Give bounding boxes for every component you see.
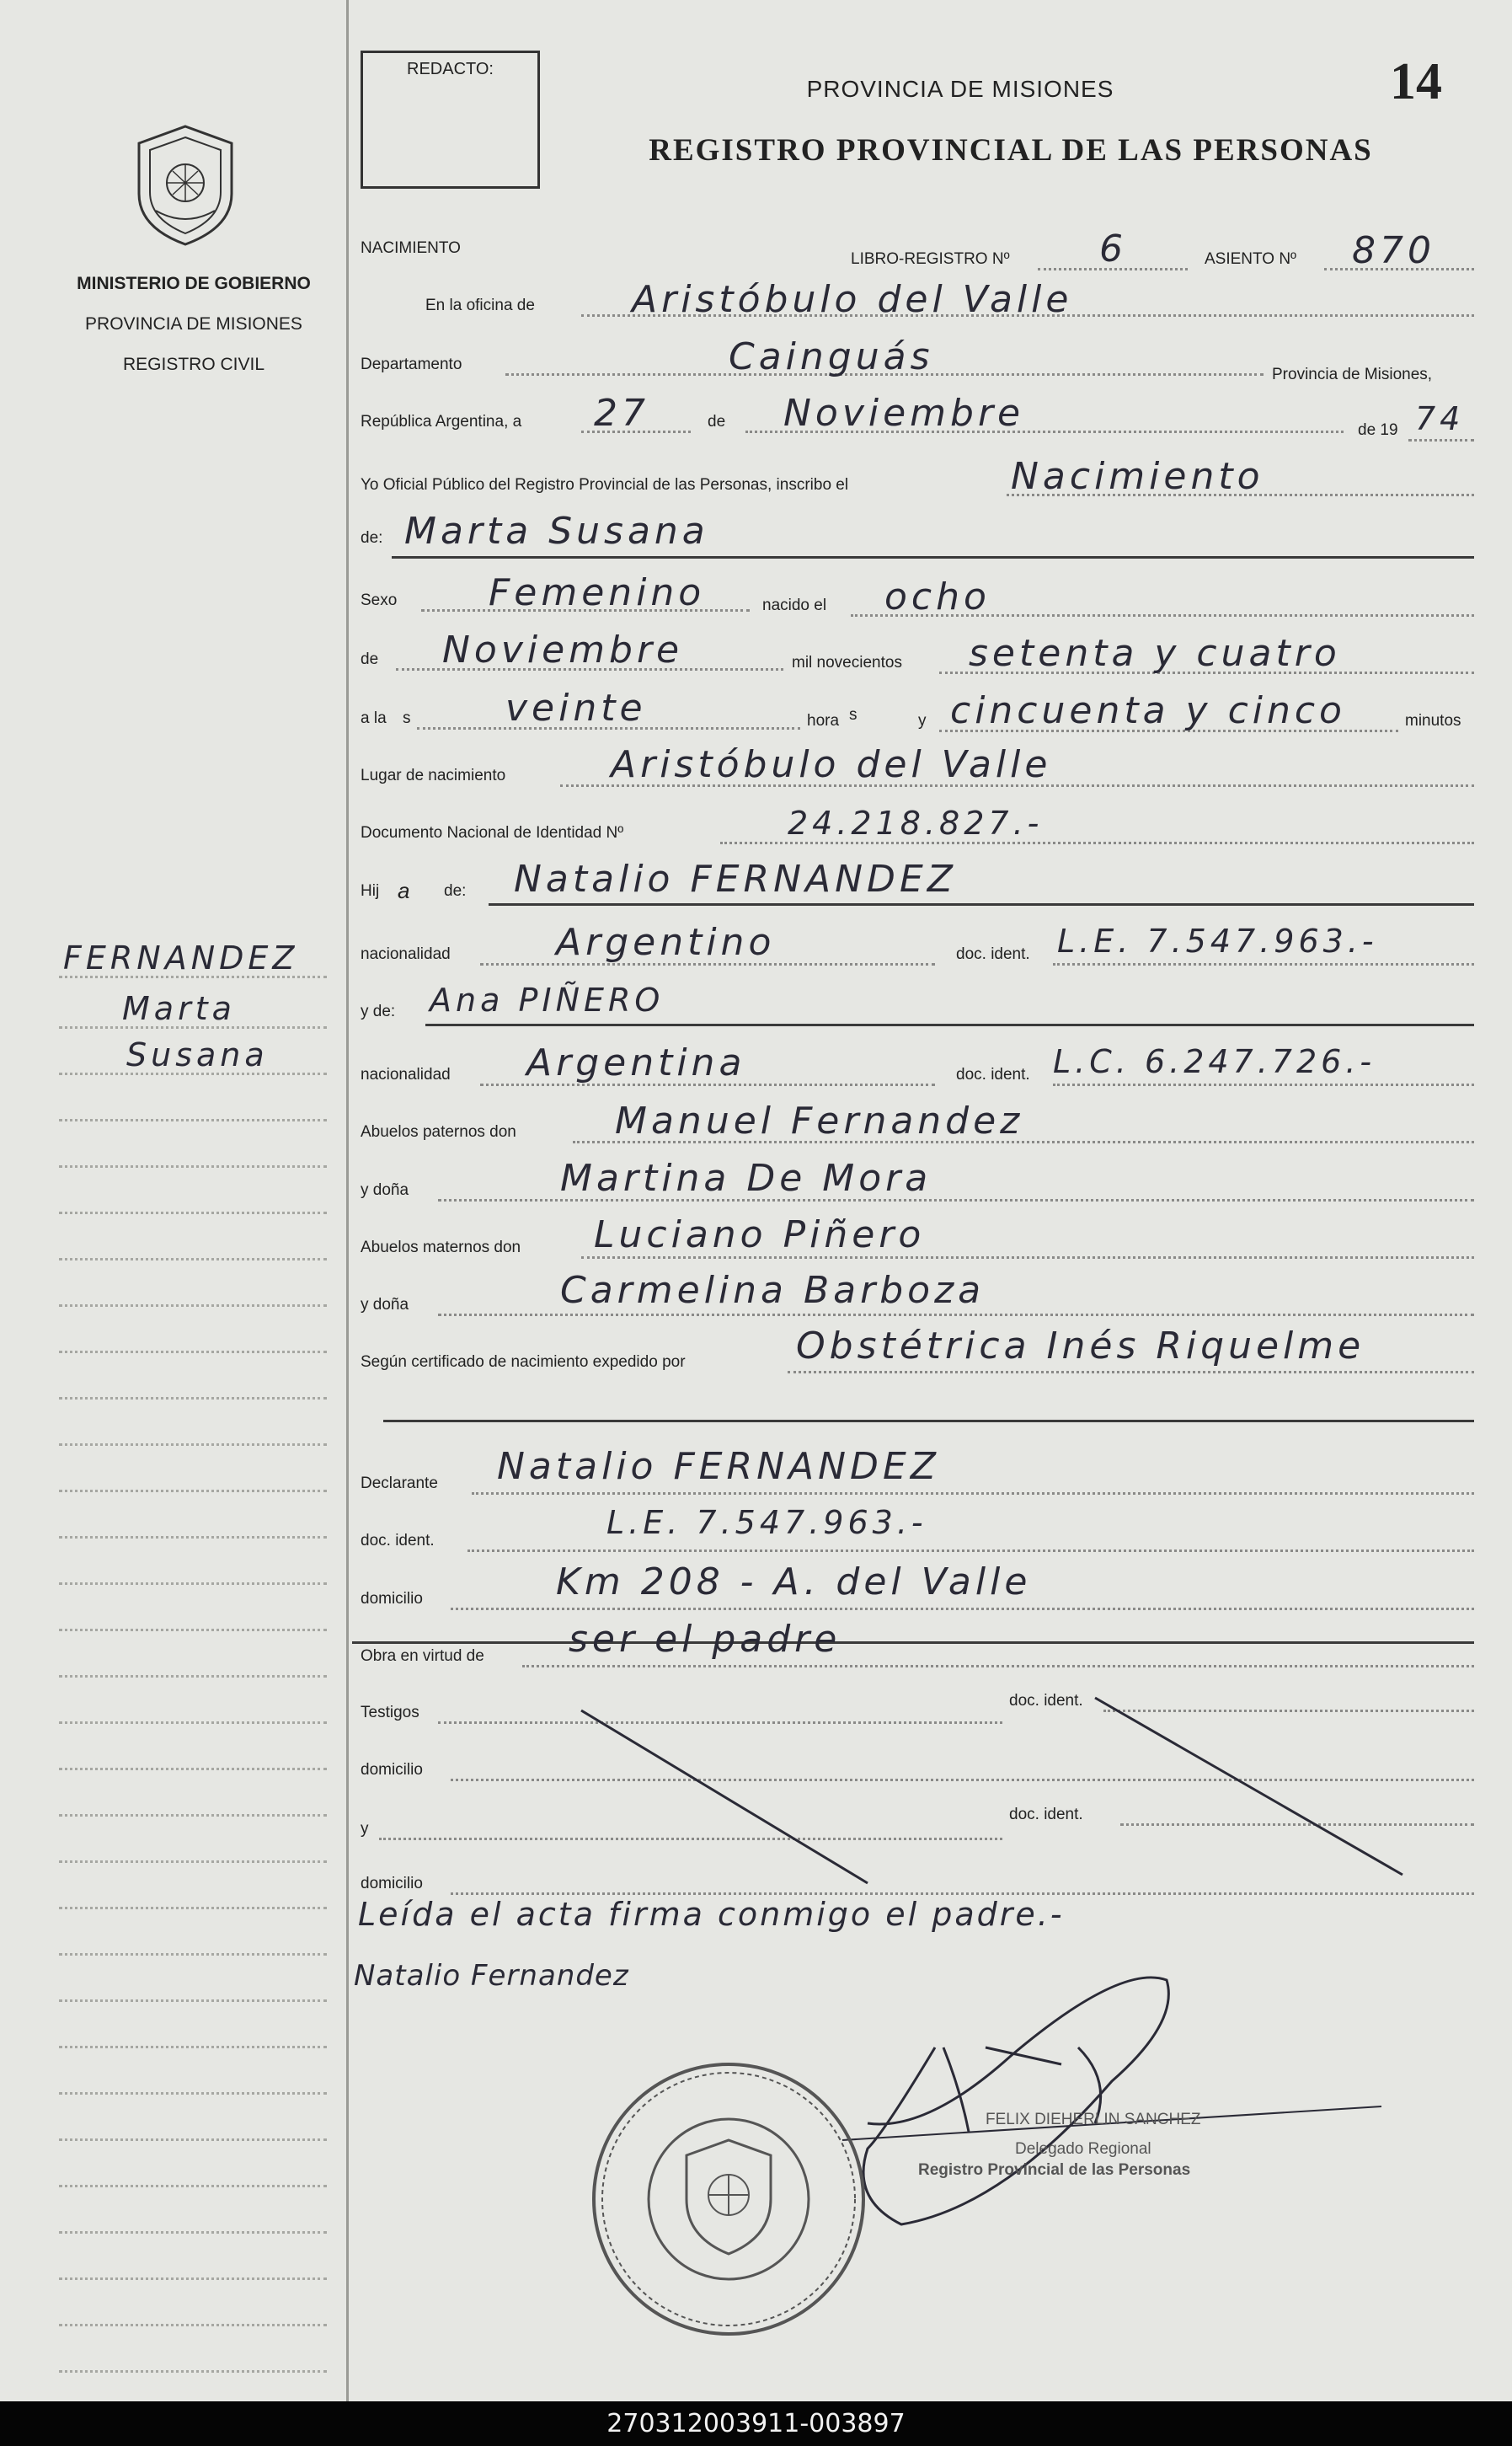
- registry-heading: REGISTRO CIVIL: [122, 355, 265, 374]
- hijo-label: Hij: [361, 882, 380, 900]
- sexo-value: Femenino: [489, 571, 706, 614]
- father-nationality-label: nacionalidad: [361, 945, 451, 963]
- oficina-value: Aristóbulo del Valle: [632, 278, 1073, 321]
- hora-letter: s: [849, 706, 858, 724]
- domicilio-value: Km 208 - A. del Valle: [556, 1560, 1032, 1603]
- birth-year-value: setenta y cuatro: [969, 632, 1341, 675]
- declarante-doc-value: L.E. 7.547.963.-: [606, 1504, 927, 1541]
- nacido-value: ocho: [884, 575, 991, 618]
- registrar-office: Registro Provincial de las Personas: [918, 2161, 1191, 2179]
- lugar-value: Aristóbulo del Valle: [611, 743, 1052, 786]
- birth-de-label: de: [361, 650, 379, 668]
- mother-doc-value: L.C. 6.247.726.-: [1053, 1043, 1376, 1080]
- minute-value: cincuenta y cinco: [950, 689, 1346, 732]
- nacimiento-label: NACIMIENTO: [361, 239, 461, 257]
- mother-de-label: y de:: [361, 1003, 396, 1020]
- libro-label: LIBRO-REGISTRO Nº: [851, 250, 1010, 268]
- page-number: 14: [1390, 53, 1442, 110]
- ministry-heading: MINISTERIO DE GOBIERNO: [77, 274, 311, 293]
- y-label: y: [918, 712, 927, 730]
- margin-first-name: Marta: [122, 990, 236, 1027]
- testigos-doc2-label: doc. ident.: [1009, 1806, 1083, 1823]
- asiento-label: ASIENTO Nº: [1205, 250, 1296, 268]
- closing-note: Leída el acta firma conmigo el padre.-: [358, 1896, 1065, 1933]
- registrar-name: FELIX DIEHERLIN SANCHEZ: [986, 2111, 1201, 2128]
- paternal-grandmother-label: y doña: [361, 1181, 409, 1199]
- obra-label: Obra en virtud de: [361, 1647, 484, 1665]
- month-value: Noviembre: [783, 392, 1025, 435]
- mother-name: Ana PIÑERO: [430, 982, 665, 1019]
- testigos-y-label: y: [361, 1820, 369, 1838]
- paternal-grandmother-value: Martina De Mora: [560, 1157, 932, 1200]
- province-heading: PROVINCIA DE MISIONES: [85, 314, 302, 334]
- nacido-label: nacido el: [762, 597, 827, 614]
- departamento-label: Departamento: [361, 356, 462, 373]
- maternal-grandmother-value: Carmelina Barboza: [560, 1269, 986, 1312]
- ala-letter: s: [403, 709, 411, 727]
- de-label: de: [708, 413, 726, 431]
- paternal-grandfather-label: Abuelos paternos don: [361, 1123, 516, 1141]
- obra-value: ser el padre: [569, 1618, 841, 1661]
- day-value: 27: [594, 392, 649, 435]
- hijo-letter: a: [398, 878, 410, 903]
- testigos-domicilio-label: domicilio: [361, 1761, 423, 1779]
- inscribo-value: Nacimiento: [1011, 455, 1264, 498]
- dni-label: Documento Nacional de Identidad Nº: [361, 824, 624, 842]
- redacto-label: REDACTO:: [407, 60, 494, 78]
- maternal-grandfather-value: Luciano Piñero: [594, 1213, 926, 1256]
- oficina-label: En la oficina de: [425, 297, 535, 314]
- registrar-title: Delegado Regional: [1015, 2140, 1151, 2158]
- certificate-label: Según certificado de nacimiento expedido por: [361, 1353, 686, 1371]
- margin-surname: FERNANDEZ: [63, 939, 299, 977]
- father-nationality-value: Argentino: [556, 921, 776, 964]
- year-prefix: de 19: [1358, 421, 1398, 439]
- departamento-value: Cainguás: [729, 335, 934, 378]
- hijo-de-label: de:: [444, 882, 467, 900]
- certificate-value: Obstétrica Inés Riquelme: [796, 1325, 1365, 1368]
- registry-title: REGISTRO PROVINCIAL DE LAS PERSONAS: [649, 133, 1373, 168]
- testigos-doc-label: doc. ident.: [1009, 1692, 1083, 1710]
- republica-label: República Argentina, a: [361, 413, 522, 431]
- declarante-doc-label: doc. ident.: [361, 1532, 435, 1549]
- year-value: 74: [1415, 400, 1465, 437]
- provincia-suffix: Provincia de Misiones,: [1272, 366, 1433, 383]
- mother-nationality-value: Argentina: [526, 1041, 746, 1084]
- official-seal-icon: [585, 2056, 872, 2342]
- paternal-grandfather-value: Manuel Fernandez: [615, 1100, 1024, 1143]
- minutos-label: minutos: [1405, 712, 1461, 730]
- libro-value: 6: [1099, 227, 1127, 270]
- hour-value: veinte: [505, 687, 647, 730]
- margin-middle-name: Susana: [126, 1036, 269, 1073]
- father-name: Natalio FERNANDEZ: [514, 858, 957, 901]
- hora-label: hora: [807, 712, 840, 730]
- subject-name: Marta Susana: [404, 510, 709, 553]
- testigos-domicilio2-label: domicilio: [361, 1875, 423, 1892]
- declarant-signature: Natalio Fernandez: [354, 1959, 629, 1993]
- de-name-label: de:: [361, 529, 383, 547]
- ala-label: a la: [361, 709, 387, 727]
- maternal-grandmother-label: y doña: [361, 1296, 409, 1314]
- oficial-text: Yo Oficial Público del Registro Provincial de las Personas, inscribo el: [361, 476, 849, 494]
- testigos-label: Testigos: [361, 1704, 419, 1721]
- mother-nationality-label: nacionalidad: [361, 1066, 451, 1084]
- maternal-grandfather-label: Abuelos maternos don: [361, 1239, 521, 1256]
- asiento-value: 870: [1352, 229, 1435, 272]
- mother-doc-label: doc. ident.: [956, 1066, 1030, 1084]
- birth-month-value: Noviembre: [442, 629, 684, 672]
- declarante-label: Declarante: [361, 1475, 438, 1492]
- province-title: PROVINCIA DE MISIONES: [806, 76, 1114, 102]
- domicilio-label: domicilio: [361, 1590, 423, 1608]
- dni-value: 24.218.827.-: [788, 805, 1044, 842]
- declarante-value: Natalio FERNANDEZ: [497, 1445, 940, 1488]
- father-doc-value: L.E. 7.547.963.-: [1057, 923, 1378, 960]
- image-id-footer: 270312003911-003897: [0, 2401, 1512, 2446]
- lugar-label: Lugar de nacimiento: [361, 767, 506, 784]
- mil-label: mil novecientos: [792, 654, 902, 672]
- father-doc-label: doc. ident.: [956, 945, 1030, 963]
- sexo-label: Sexo: [361, 591, 398, 609]
